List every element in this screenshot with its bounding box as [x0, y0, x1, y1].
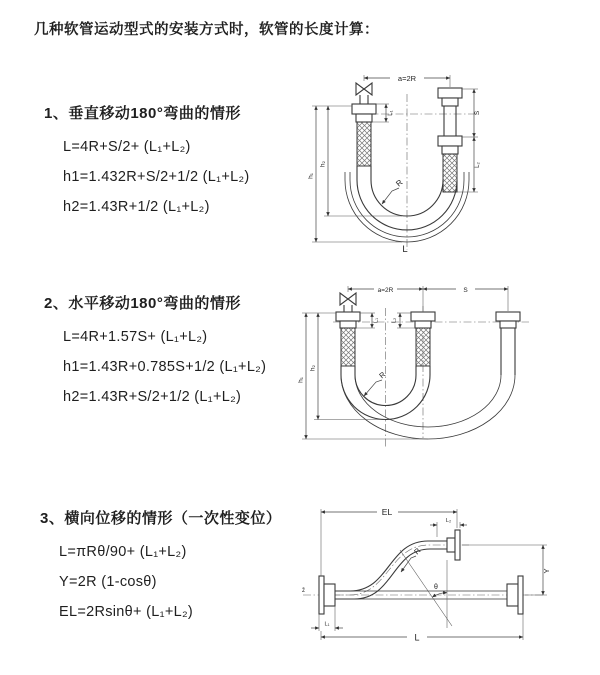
formula-y-3: Y=2R (1-cosθ) — [59, 574, 157, 590]
formula-length-2: L=4R+1.57S+ (L₁+L₂) — [63, 329, 208, 345]
diagram-vertical-180-bend — [302, 68, 574, 258]
left-pipe-fitting — [336, 312, 360, 366]
dim-label-l2: L₂ — [475, 162, 481, 168]
section-horizontal-movement — [44, 292, 312, 412]
dim-label-h2: h₂ — [309, 364, 317, 372]
hose-s-curve — [335, 541, 447, 599]
right-pipe-fitting — [438, 88, 462, 192]
angle-theta — [400, 550, 452, 628]
datum-mark: z̄ — [302, 588, 305, 594]
diagram-lateral-displacement-svg — [297, 500, 593, 650]
dim-label-r: R — [394, 177, 405, 189]
upper-flange — [447, 530, 460, 560]
braid-section-right — [443, 154, 457, 192]
dimension-l — [321, 614, 523, 643]
dim-label-l1: L₁ — [373, 318, 380, 323]
dim-label-r: R — [412, 546, 423, 557]
section-2-heading: 2、水平移动180°弯曲的情形 — [44, 295, 241, 312]
angle-label-theta: θ — [434, 584, 438, 591]
dim-label-h1: h₁ — [297, 377, 305, 383]
right-flange — [507, 576, 523, 614]
diagram-horizontal-180-bend-svg — [296, 280, 590, 452]
dim-label-l: L — [402, 244, 408, 255]
dimension-l2 — [430, 518, 467, 537]
dimension-h1-h2 — [298, 313, 429, 439]
section-1-heading: 1、垂直移动180°弯曲的情形 — [44, 105, 241, 122]
dim-label-h1: h₁ — [307, 173, 315, 179]
formula-h1-2: h1=1.43R+0.785S+1/2 (L₁+L₂) — [63, 359, 267, 375]
page-title: 几种软管运动型式的安装方式时，软管的长度计算： — [34, 22, 379, 38]
diagram-lateral-displacement — [297, 500, 593, 650]
dim-label-el: EL — [381, 506, 393, 517]
formula-h2-2: h2=1.43R+S/2+1/2 (L₁+L₂) — [63, 389, 242, 405]
dimension-a2r-s — [348, 286, 508, 311]
radius-leader — [382, 178, 405, 204]
hose-u-bends — [341, 366, 515, 439]
dim-label-s: S — [463, 286, 468, 294]
section-3-heading: 3、横向位移的情形（一次性变位） — [40, 510, 282, 527]
diagram-horizontal-180-bend — [296, 280, 590, 452]
dim-label-l2: L₂ — [445, 518, 452, 524]
formula-length-1: L=4R+S/2+ (L₁+L₂) — [63, 139, 191, 155]
dim-label-l1: L₁ — [324, 621, 330, 628]
dimension-h1-h2 — [308, 106, 403, 242]
dim-label-s: S — [474, 110, 481, 116]
dimension-l1 — [311, 606, 343, 631]
dim-label-h2: h₂ — [319, 160, 327, 168]
formula-length-3: L=πRθ/90+ (L₁+L₂) — [59, 544, 187, 560]
formula-h1-1: h1=1.432R+S/2+1/2 (L₁+L₂) — [63, 169, 250, 185]
radius-leader — [364, 370, 388, 396]
dim-label-a2r: a=2R — [377, 286, 394, 294]
valve-icon — [356, 83, 372, 104]
valve-icon — [340, 293, 356, 312]
braid-section-middle — [416, 328, 430, 366]
formula-el-3: EL=2Rsinθ+ (L₁+L₂) — [59, 604, 194, 620]
section-lateral-displacement — [40, 507, 308, 627]
dim-label-l1: L₁ — [388, 110, 394, 116]
formula-h2-1: h2=1.43R+1/2 (L₁+L₂) — [63, 199, 210, 215]
braid-section-left — [341, 328, 355, 366]
left-flange — [319, 576, 335, 614]
dim-label-a2r: a=2R — [397, 73, 417, 83]
dim-label-l2: L₂ — [391, 317, 398, 324]
left-pipe-fitting — [352, 104, 376, 166]
middle-pipe-fitting — [411, 312, 435, 366]
dim-label-r: R — [377, 369, 388, 381]
dimension-a2r — [364, 74, 450, 87]
diagram-vertical-180-bend-svg — [302, 68, 574, 258]
braid-section-left — [357, 122, 371, 166]
right-pipe-fitting — [496, 312, 520, 375]
dim-label-l: L — [414, 632, 420, 643]
dim-label-y: Y — [542, 568, 551, 574]
section-vertical-movement — [44, 102, 312, 222]
